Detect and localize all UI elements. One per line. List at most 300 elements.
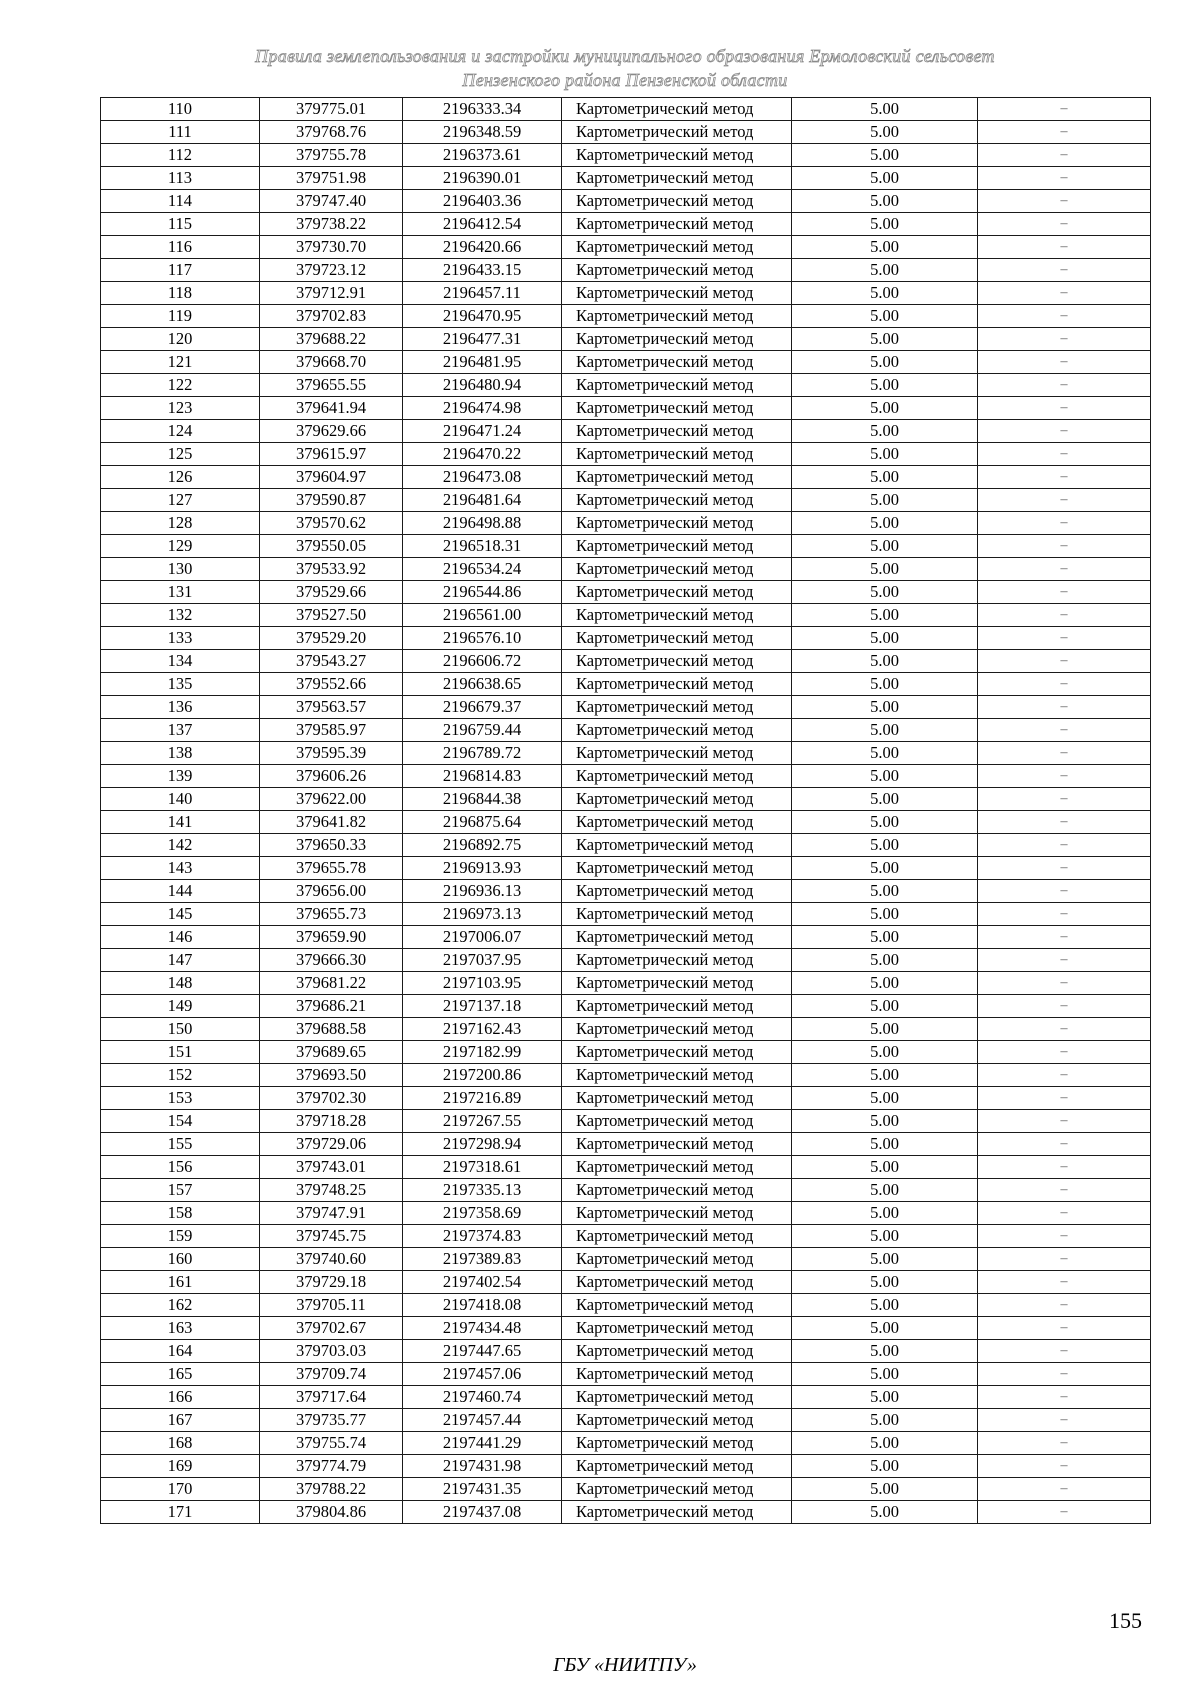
x-coordinate-cell: 379641.94 [260,397,403,420]
page-number: 155 [1109,1608,1142,1633]
note-cell: – [978,1110,1151,1133]
y-coordinate-cell: 2196403.36 [403,190,562,213]
x-coordinate-cell: 379723.12 [260,259,403,282]
table-row [101,121,1151,144]
x-coordinate-cell: 379735.77 [260,1409,403,1432]
point-number-cell: 152 [101,1064,260,1087]
accuracy-cell: 5.00 [792,903,978,926]
accuracy-cell: 5.00 [792,857,978,880]
method-cell: Картометрический метод [562,305,792,328]
note-cell: – [978,1501,1151,1524]
table-row [101,1271,1151,1294]
table-row [101,1501,1151,1524]
method-cell: Картометрический метод [562,1110,792,1133]
note-cell: – [978,811,1151,834]
method-cell: Картометрический метод [562,167,792,190]
method-cell: Картометрический метод [562,98,792,121]
y-coordinate-cell: 2196913.93 [403,857,562,880]
x-coordinate-cell: 379529.20 [260,627,403,650]
accuracy-cell: 5.00 [792,742,978,765]
x-coordinate-cell: 379641.82 [260,811,403,834]
note-cell: – [978,397,1151,420]
point-number-cell: 133 [101,627,260,650]
x-coordinate-cell: 379718.28 [260,1110,403,1133]
note-cell: – [978,1018,1151,1041]
y-coordinate-cell: 2197460.74 [403,1386,562,1409]
accuracy-cell: 5.00 [792,1156,978,1179]
y-coordinate-cell: 2197103.95 [403,972,562,995]
point-number-cell: 151 [101,1041,260,1064]
note-cell: – [978,1133,1151,1156]
x-coordinate-cell: 379655.55 [260,374,403,397]
y-coordinate-cell: 2197457.44 [403,1409,562,1432]
accuracy-cell: 5.00 [792,1110,978,1133]
note-cell: – [978,1271,1151,1294]
note-cell: – [978,1363,1151,1386]
x-coordinate-cell: 379604.97 [260,466,403,489]
accuracy-cell: 5.00 [792,834,978,857]
accuracy-cell: 5.00 [792,1409,978,1432]
note-cell: – [978,604,1151,627]
accuracy-cell: 5.00 [792,558,978,581]
x-coordinate-cell: 379703.03 [260,1340,403,1363]
point-number-cell: 166 [101,1386,260,1409]
y-coordinate-cell: 2197200.86 [403,1064,562,1087]
point-number-cell: 110 [101,98,260,121]
accuracy-cell: 5.00 [792,581,978,604]
accuracy-cell: 5.00 [792,305,978,328]
y-coordinate-cell: 2196875.64 [403,811,562,834]
note-cell: – [978,466,1151,489]
table-row [101,1363,1151,1386]
x-coordinate-cell: 379606.26 [260,765,403,788]
table-row [101,305,1151,328]
y-coordinate-cell: 2197441.29 [403,1432,562,1455]
x-coordinate-cell: 379717.64 [260,1386,403,1409]
y-coordinate-cell: 2197318.61 [403,1156,562,1179]
y-coordinate-cell: 2196474.98 [403,397,562,420]
method-cell: Картометрический метод [562,1317,792,1340]
x-coordinate-cell: 379768.76 [260,121,403,144]
method-cell: Картометрический метод [562,788,792,811]
accuracy-cell: 5.00 [792,98,978,121]
y-coordinate-cell: 2197216.89 [403,1087,562,1110]
note-cell: – [978,581,1151,604]
table-row [101,259,1151,282]
note-cell: – [978,1179,1151,1202]
point-number-cell: 137 [101,719,260,742]
y-coordinate-cell: 2197374.83 [403,1225,562,1248]
x-coordinate-cell: 379659.90 [260,926,403,949]
table-row [101,213,1151,236]
table-row [101,328,1151,351]
point-number-cell: 121 [101,351,260,374]
table-row [101,1110,1151,1133]
point-number-cell: 124 [101,420,260,443]
note-cell: – [978,627,1151,650]
point-number-cell: 168 [101,1432,260,1455]
method-cell: Картометрический метод [562,190,792,213]
accuracy-cell: 5.00 [792,213,978,236]
accuracy-cell: 5.00 [792,696,978,719]
point-number-cell: 164 [101,1340,260,1363]
table-row [101,1018,1151,1041]
table-row [101,765,1151,788]
point-number-cell: 112 [101,144,260,167]
table-row [101,1064,1151,1087]
note-cell: – [978,1317,1151,1340]
accuracy-cell: 5.00 [792,1179,978,1202]
note-cell: – [978,213,1151,236]
accuracy-cell: 5.00 [792,1386,978,1409]
y-coordinate-cell: 2196480.94 [403,374,562,397]
x-coordinate-cell: 379688.58 [260,1018,403,1041]
table-row [101,788,1151,811]
table-row [101,673,1151,696]
method-cell: Картометрический метод [562,604,792,627]
accuracy-cell: 5.00 [792,167,978,190]
table-row [101,1340,1151,1363]
y-coordinate-cell: 2196471.24 [403,420,562,443]
method-cell: Картометрический метод [562,1455,792,1478]
table-row [101,696,1151,719]
note-cell: – [978,328,1151,351]
y-coordinate-cell: 2196390.01 [403,167,562,190]
method-cell: Картометрический метод [562,1156,792,1179]
accuracy-cell: 5.00 [792,374,978,397]
table-row [101,650,1151,673]
y-coordinate-cell: 2197402.54 [403,1271,562,1294]
accuracy-cell: 5.00 [792,972,978,995]
point-number-cell: 165 [101,1363,260,1386]
method-cell: Картометрический метод [562,581,792,604]
method-cell: Картометрический метод [562,1432,792,1455]
accuracy-cell: 5.00 [792,1317,978,1340]
note-cell: – [978,512,1151,535]
note-cell: – [978,1478,1151,1501]
x-coordinate-cell: 379775.01 [260,98,403,121]
method-cell: Картометрический метод [562,328,792,351]
x-coordinate-cell: 379666.30 [260,949,403,972]
point-number-cell: 115 [101,213,260,236]
accuracy-cell: 5.00 [792,926,978,949]
y-coordinate-cell: 2197335.13 [403,1179,562,1202]
point-number-cell: 154 [101,1110,260,1133]
method-cell: Картометрический метод [562,558,792,581]
method-cell: Картометрический метод [562,627,792,650]
accuracy-cell: 5.00 [792,949,978,972]
y-coordinate-cell: 2196789.72 [403,742,562,765]
table-row [101,811,1151,834]
note-cell: – [978,1064,1151,1087]
x-coordinate-cell: 379729.18 [260,1271,403,1294]
method-cell: Картометрический метод [562,1018,792,1041]
y-coordinate-cell: 2196844.38 [403,788,562,811]
x-coordinate-cell: 379693.50 [260,1064,403,1087]
table-row [101,1133,1151,1156]
note-cell: – [978,190,1151,213]
method-cell: Картометрический метод [562,857,792,880]
point-number-cell: 140 [101,788,260,811]
coordinates-table-container [100,97,1150,1524]
table-row [101,1294,1151,1317]
method-cell: Картометрический метод [562,1501,792,1524]
x-coordinate-cell: 379622.00 [260,788,403,811]
x-coordinate-cell: 379748.25 [260,1179,403,1202]
method-cell: Картометрический метод [562,995,792,1018]
method-cell: Картометрический метод [562,466,792,489]
y-coordinate-cell: 2196679.37 [403,696,562,719]
y-coordinate-cell: 2196561.00 [403,604,562,627]
method-cell: Картометрический метод [562,1087,792,1110]
accuracy-cell: 5.00 [792,1018,978,1041]
y-coordinate-cell: 2197182.99 [403,1041,562,1064]
point-number-cell: 119 [101,305,260,328]
accuracy-cell: 5.00 [792,1248,978,1271]
x-coordinate-cell: 379668.70 [260,351,403,374]
note-cell: – [978,1386,1151,1409]
y-coordinate-cell: 2196638.65 [403,673,562,696]
accuracy-cell: 5.00 [792,1363,978,1386]
y-coordinate-cell: 2196892.75 [403,834,562,857]
accuracy-cell: 5.00 [792,604,978,627]
table-row [101,581,1151,604]
x-coordinate-cell: 379655.73 [260,903,403,926]
method-cell: Картометрический метод [562,443,792,466]
y-coordinate-cell: 2196606.72 [403,650,562,673]
table-row [101,1248,1151,1271]
coordinates-table [100,97,1151,1524]
note-cell: – [978,259,1151,282]
table-row [101,466,1151,489]
accuracy-cell: 5.00 [792,512,978,535]
table-row [101,190,1151,213]
accuracy-cell: 5.00 [792,1340,978,1363]
method-cell: Картометрический метод [562,489,792,512]
note-cell: – [978,1248,1151,1271]
method-cell: Картометрический метод [562,512,792,535]
y-coordinate-cell: 2196477.31 [403,328,562,351]
y-coordinate-cell: 2197358.69 [403,1202,562,1225]
point-number-cell: 122 [101,374,260,397]
method-cell: Картометрический метод [562,1225,792,1248]
method-cell: Картометрический метод [562,121,792,144]
accuracy-cell: 5.00 [792,259,978,282]
x-coordinate-cell: 379590.87 [260,489,403,512]
y-coordinate-cell: 2197137.18 [403,995,562,1018]
x-coordinate-cell: 379543.27 [260,650,403,673]
table-row [101,1317,1151,1340]
accuracy-cell: 5.00 [792,1271,978,1294]
note-cell: – [978,788,1151,811]
accuracy-cell: 5.00 [792,1294,978,1317]
note-cell: – [978,857,1151,880]
point-number-cell: 158 [101,1202,260,1225]
table-row [101,995,1151,1018]
point-number-cell: 118 [101,282,260,305]
accuracy-cell: 5.00 [792,719,978,742]
note-cell: – [978,1455,1151,1478]
note-cell: – [978,765,1151,788]
method-cell: Картометрический метод [562,397,792,420]
y-coordinate-cell: 2196470.22 [403,443,562,466]
y-coordinate-cell: 2197267.55 [403,1110,562,1133]
point-number-cell: 156 [101,1156,260,1179]
x-coordinate-cell: 379527.50 [260,604,403,627]
x-coordinate-cell: 379788.22 [260,1478,403,1501]
point-number-cell: 139 [101,765,260,788]
note-cell: – [978,374,1151,397]
method-cell: Картометрический метод [562,1179,792,1202]
point-number-cell: 120 [101,328,260,351]
table-row [101,282,1151,305]
table-row [101,903,1151,926]
table-row [101,1202,1151,1225]
x-coordinate-cell: 379563.57 [260,696,403,719]
point-number-cell: 146 [101,926,260,949]
accuracy-cell: 5.00 [792,535,978,558]
accuracy-cell: 5.00 [792,765,978,788]
table-row [101,1156,1151,1179]
point-number-cell: 131 [101,581,260,604]
table-row [101,1478,1151,1501]
accuracy-cell: 5.00 [792,788,978,811]
method-cell: Картометрический метод [562,374,792,397]
accuracy-cell: 5.00 [792,1041,978,1064]
coordinates-table-body [101,98,1151,1524]
y-coordinate-cell: 2196814.83 [403,765,562,788]
accuracy-cell: 5.00 [792,121,978,144]
note-cell: – [978,972,1151,995]
x-coordinate-cell: 379681.22 [260,972,403,995]
y-coordinate-cell: 2196373.61 [403,144,562,167]
table-row [101,1179,1151,1202]
note-cell: – [978,719,1151,742]
x-coordinate-cell: 379729.06 [260,1133,403,1156]
x-coordinate-cell: 379712.91 [260,282,403,305]
point-number-cell: 136 [101,696,260,719]
x-coordinate-cell: 379804.86 [260,1501,403,1524]
note-cell: – [978,167,1151,190]
y-coordinate-cell: 2197437.08 [403,1501,562,1524]
x-coordinate-cell: 379740.60 [260,1248,403,1271]
note-cell: – [978,489,1151,512]
method-cell: Картометрический метод [562,811,792,834]
table-row [101,1041,1151,1064]
x-coordinate-cell: 379745.75 [260,1225,403,1248]
table-row [101,1455,1151,1478]
method-cell: Картометрический метод [562,351,792,374]
point-number-cell: 143 [101,857,260,880]
method-cell: Картометрический метод [562,535,792,558]
table-row [101,443,1151,466]
table-row [101,489,1151,512]
accuracy-cell: 5.00 [792,351,978,374]
header-line-1: Правила землепользования и застройки муниципального образования Ермоловский сельсовет [255,46,995,66]
accuracy-cell: 5.00 [792,1455,978,1478]
y-coordinate-cell: 2197389.83 [403,1248,562,1271]
point-number-cell: 142 [101,834,260,857]
method-cell: Картометрический метод [562,144,792,167]
table-row [101,926,1151,949]
y-coordinate-cell: 2196759.44 [403,719,562,742]
running-header [100,44,1150,92]
note-cell: – [978,696,1151,719]
method-cell: Картометрический метод [562,1294,792,1317]
point-number-cell: 130 [101,558,260,581]
method-cell: Картометрический метод [562,719,792,742]
accuracy-cell: 5.00 [792,880,978,903]
note-cell: – [978,995,1151,1018]
table-row [101,98,1151,121]
x-coordinate-cell: 379533.92 [260,558,403,581]
table-row [101,1225,1151,1248]
note-cell: – [978,305,1151,328]
method-cell: Картометрический метод [562,1133,792,1156]
method-cell: Картометрический метод [562,1386,792,1409]
method-cell: Картометрический метод [562,420,792,443]
x-coordinate-cell: 379747.91 [260,1202,403,1225]
y-coordinate-cell: 2196936.13 [403,880,562,903]
accuracy-cell: 5.00 [792,397,978,420]
note-cell: – [978,903,1151,926]
point-number-cell: 129 [101,535,260,558]
y-coordinate-cell: 2197434.48 [403,1317,562,1340]
accuracy-cell: 5.00 [792,443,978,466]
y-coordinate-cell: 2196498.88 [403,512,562,535]
point-number-cell: 144 [101,880,260,903]
point-number-cell: 163 [101,1317,260,1340]
note-cell: – [978,742,1151,765]
table-row [101,420,1151,443]
accuracy-cell: 5.00 [792,1478,978,1501]
method-cell: Картометрический метод [562,1478,792,1501]
table-row [101,719,1151,742]
note-cell: – [978,650,1151,673]
accuracy-cell: 5.00 [792,627,978,650]
y-coordinate-cell: 2196420.66 [403,236,562,259]
point-number-cell: 159 [101,1225,260,1248]
table-row [101,535,1151,558]
point-number-cell: 134 [101,650,260,673]
x-coordinate-cell: 379755.74 [260,1432,403,1455]
table-row [101,397,1151,420]
point-number-cell: 155 [101,1133,260,1156]
table-row [101,558,1151,581]
table-row [101,512,1151,535]
y-coordinate-cell: 2197457.06 [403,1363,562,1386]
note-cell: – [978,282,1151,305]
point-number-cell: 128 [101,512,260,535]
x-coordinate-cell: 379570.62 [260,512,403,535]
y-coordinate-cell: 2196412.54 [403,213,562,236]
y-coordinate-cell: 2197431.35 [403,1478,562,1501]
note-cell: – [978,880,1151,903]
x-coordinate-cell: 379552.66 [260,673,403,696]
note-cell: – [978,558,1151,581]
x-coordinate-cell: 379705.11 [260,1294,403,1317]
note-cell: – [978,1340,1151,1363]
point-number-cell: 132 [101,604,260,627]
note-cell: – [978,673,1151,696]
y-coordinate-cell: 2197037.95 [403,949,562,972]
method-cell: Картометрический метод [562,282,792,305]
table-row [101,949,1151,972]
y-coordinate-cell: 2196481.95 [403,351,562,374]
table-row [101,1087,1151,1110]
method-cell: Картометрический метод [562,1409,792,1432]
x-coordinate-cell: 379738.22 [260,213,403,236]
